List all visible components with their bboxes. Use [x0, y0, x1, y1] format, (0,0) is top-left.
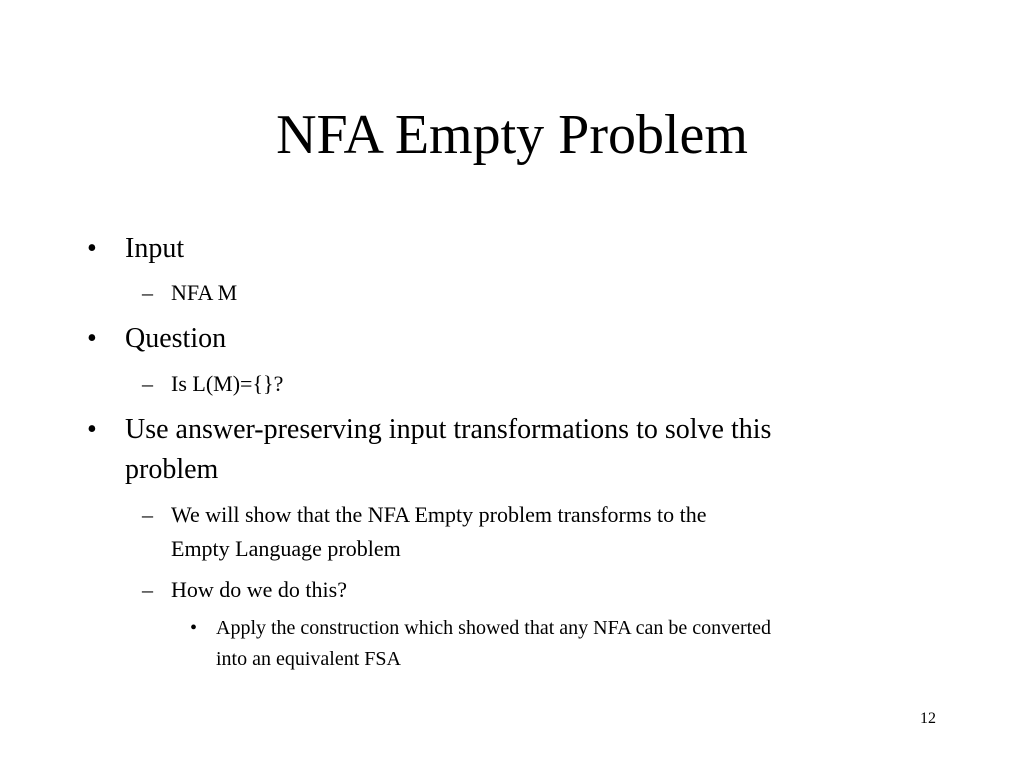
bullet-marker: • [87, 233, 97, 264]
sub-bullet-text [171, 498, 891, 566]
sub-sub-bullet-text [216, 613, 956, 675]
sub-bullet-text-line: We will show that the NFA Empty problem transforms to the [171, 502, 707, 527]
slide-title: NFA Empty Problem [276, 104, 748, 166]
sub-bullet-text: NFA M [171, 280, 238, 305]
bullet-marker: • [87, 323, 97, 354]
sub-sub-bullet-text-line: into an equivalent FSA [216, 648, 401, 670]
bullet-text-line: problem [125, 454, 219, 485]
sub-bullet-text: Is L(M)={}? [171, 371, 284, 396]
bullet-text [125, 410, 925, 490]
dash-marker: – [142, 280, 153, 305]
bullet-text: Input [125, 233, 185, 264]
dash-marker: – [142, 371, 153, 396]
page-number: 12 [920, 710, 936, 727]
bullet-text: Question [125, 323, 227, 354]
bullet-marker: • [87, 414, 97, 445]
sub-bullet-text: How do we do this? [171, 577, 347, 602]
bullet-text-line: Use answer-preserving input transformations to solve this [125, 414, 772, 445]
sub-bullet-text-line: Empty Language problem [171, 536, 401, 561]
sub-sub-bullet-text-line: Apply the construction which showed that any NFA can be converted [216, 617, 772, 639]
dash-marker: – [142, 502, 153, 527]
dash-marker: – [142, 577, 153, 602]
bullet-marker: • [190, 617, 198, 639]
